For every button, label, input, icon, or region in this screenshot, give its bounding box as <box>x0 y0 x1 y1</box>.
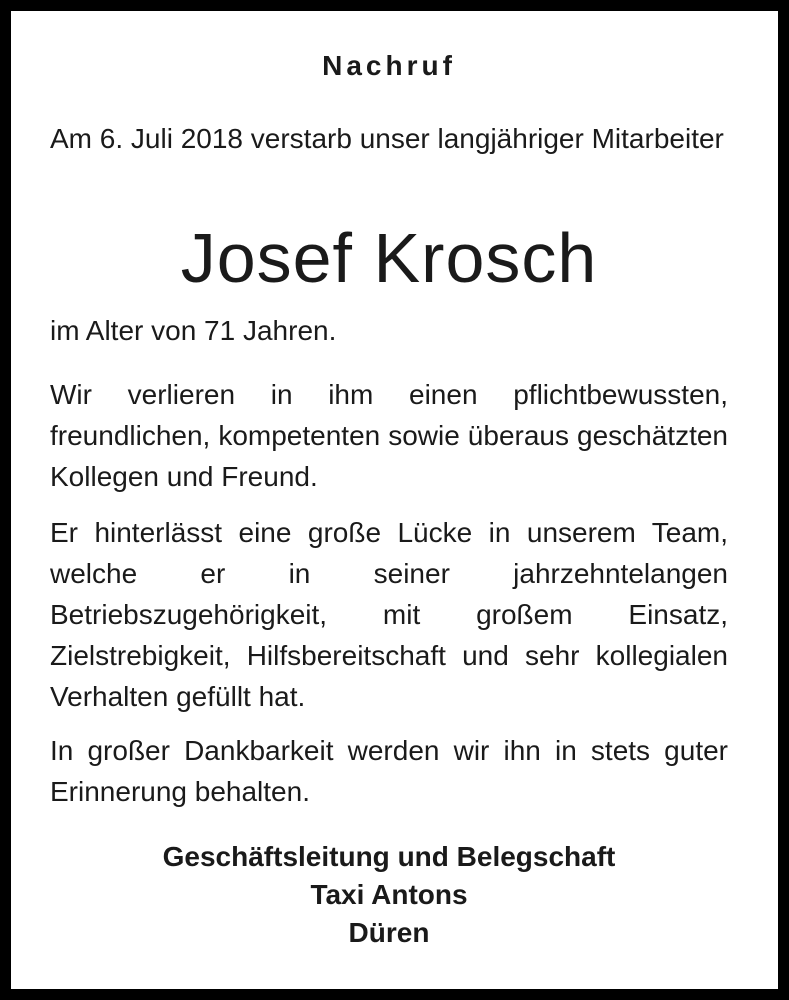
signature-block <box>50 838 728 952</box>
paragraph-tribute: Wir verlieren in ihm einen pflichtbewussten, freundlichen, kompetenten sowie überaus geschätzten Kollegen und Freund. <box>50 379 728 492</box>
signature-line-company: Taxi Antons <box>310 879 468 910</box>
signature-line-management: Geschäftsleitung und Belegschaft <box>162 841 616 872</box>
paragraph-gratitude: In großer Dankbarkeit werden wir ihn in stets guter Erinnerung behalten. <box>50 735 728 807</box>
signature-line-city: Düren <box>348 917 430 948</box>
deceased-name: Josef Krosch <box>180 219 598 297</box>
age-text: im Alter von 71 Jahren. <box>50 315 337 346</box>
notice-title: Nachruf <box>322 50 456 81</box>
intro-text: Am 6. Juli 2018 verstarb unser langjähriger Mitarbeiter <box>50 123 724 154</box>
paragraph-legacy: Er hinterlässt eine große Lücke in unserem Team, welche er in seiner jahrzehntelangen Betriebszugehörigkeit, mit großem Einsatz, Zielstrebigkeit, Hilfsbereitschaft und sehr kollegialen Verhalten gefüllt hat. <box>50 517 728 712</box>
